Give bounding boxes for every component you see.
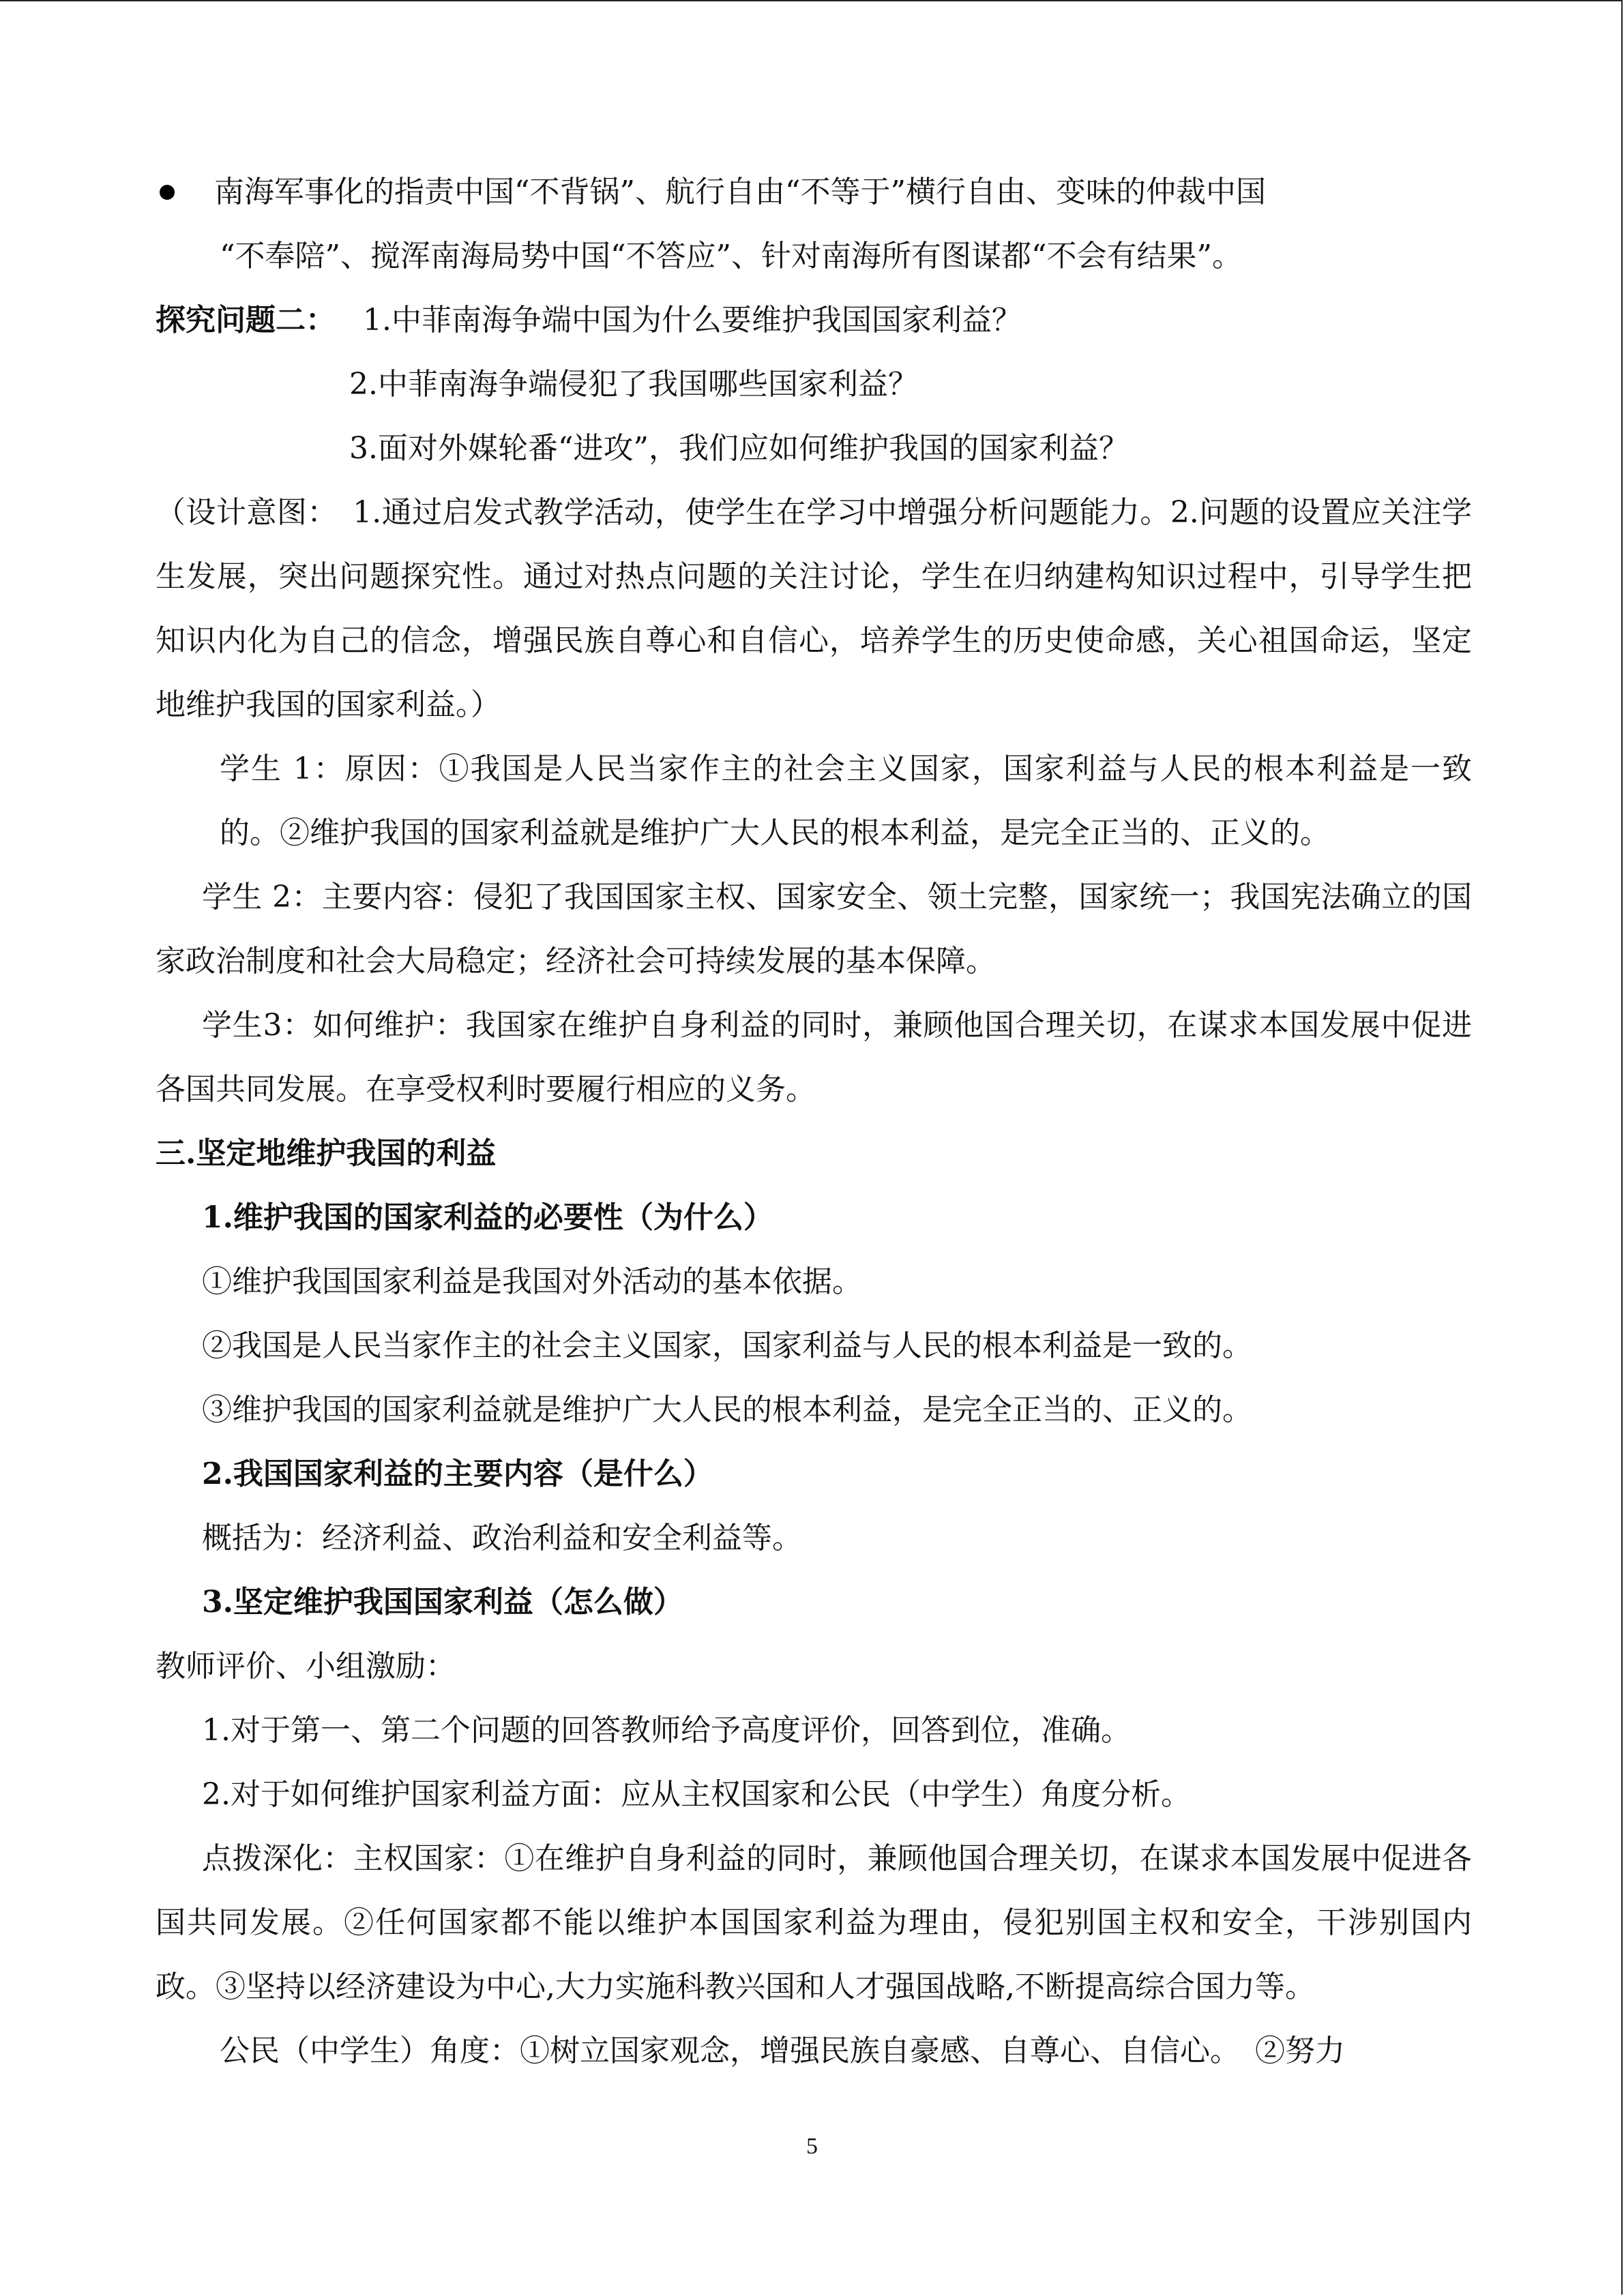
bullet-line-2: “不奉陪”、搅浑南海局势中国“不答应”、针对南海所有图谋都“不会有结果”。 bbox=[220, 239, 1242, 273]
evaluation-heading: 教师评价、小组激励： bbox=[156, 1649, 456, 1684]
inquiry-label: 探究问题二： bbox=[156, 303, 336, 338]
citizen-paragraph: 公民（中学生）角度：①树立国家观念，增强民族自豪感、自尊心、自信心。 ②努力 bbox=[220, 2033, 1345, 2068]
subsection-1-heading: 1.维护我国的国家利益的必要性（为什么） bbox=[202, 1200, 773, 1235]
bullet-line-1: 南海军事化的指责中国“不背锅”、航行自由“不等于”横行自由、变味的仲裁中国 bbox=[214, 175, 1266, 209]
bullet-paragraph bbox=[156, 160, 1472, 224]
student-2-answer: 学生 2：主要内容：侵犯了我国国家主权、国家安全、领土完整，国家统一；我国宪法确立的国家政治制度和社会大局稳定；经济社会可持续发展的基本保障。 bbox=[156, 880, 1472, 979]
subsection-2-heading: 2.我国国家利益的主要内容（是什么） bbox=[202, 1457, 713, 1491]
student-1-answer bbox=[156, 737, 1472, 865]
interests-summary: 概括为：经济利益、政治利益和安全利益等。 bbox=[202, 1521, 802, 1555]
page-number: 5 bbox=[806, 2134, 818, 2159]
bullet-icon bbox=[160, 185, 175, 200]
student-3-answer: 学生3：如何维护：我国家在维护自身利益的同时，兼顾他国合理关切，在谋求本国发展中促进各国共同发展。在享受权利时要履行相应的义务。 bbox=[156, 1008, 1472, 1107]
document-body bbox=[156, 160, 1472, 2083]
inquiry-question-1-row bbox=[156, 288, 1472, 353]
subsection-3-heading: 3.坚定维护我国国家利益（怎么做） bbox=[202, 1585, 683, 1620]
inquiry-question-2: 2.中菲南海争端侵犯了我国哪些国家利益？ bbox=[349, 367, 918, 402]
necessity-item-1: ①维护我国国家利益是我国对外活动的基本依据。 bbox=[202, 1264, 862, 1299]
inquiry-question-3: 3.面对外媒轮番“进攻”，我们应如何维护我国的国家利益？ bbox=[349, 431, 1129, 466]
evaluation-item-1: 1.对于第一、第二个问题的回答教师给予高度评价，回答到位，准确。 bbox=[202, 1713, 1131, 1748]
inquiry-question-1: 1.中菲南海争端中国为什么要维护我国国家利益？ bbox=[363, 303, 1022, 338]
necessity-item-3: ③维护我国的国家利益就是维护广大人民的根本利益，是完全正当的、正义的。 bbox=[202, 1392, 1252, 1427]
student-1-text: 学生 1：原因：①我国是人民当家作主的社会主义国家，国家利益与人民的根本利益是一致的。②维护我国的国家利益就是维护广大人民的根本利益，是完全正当的、正义的。 bbox=[220, 751, 1472, 850]
deepen-paragraph: 点拨深化：主权国家：①在维护自身利益的同时，兼顾他国合理关切，在谋求本国发展中促进各国共同发展。②任何国家都不能以维护本国国家利益为理由，侵犯别国主权和安全，干涉别国内政。③坚持以经济建设为中心,大力实施科教兴国和人才强国战略,不断提高综合国力等。 bbox=[156, 1841, 1472, 2004]
evaluation-item-2: 2.对于如何维护国家利益方面：应从主权国家和公民（中学生）角度分析。 bbox=[202, 1777, 1191, 1812]
section-3-heading: 三.坚定地维护我国的利益 bbox=[156, 1136, 497, 1171]
design-intent-paragraph: （设计意图： 1.通过启发式教学活动，使学生在学习中增强分析问题能力。2.问题的设置应关注学生发展，突出问题探究性。通过对热点问题的关注讨论，学生在归纳建构知识过程中，引导学生把知识内化为自己的信念，增强民族自尊心和自信心，培养学生的历史使命感，关心祖国命运，坚定地维护我国的国家利益。） bbox=[156, 495, 1472, 722]
necessity-item-2: ②我国是人民当家作主的社会主义国家，国家利益与人民的根本利益是一致的。 bbox=[202, 1328, 1252, 1363]
